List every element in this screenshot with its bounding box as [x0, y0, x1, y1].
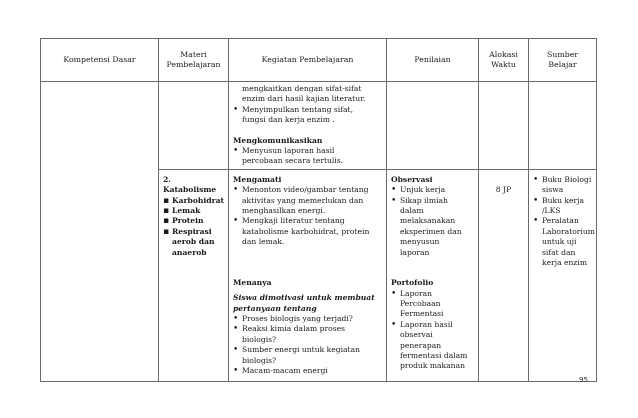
mengkomunikasikan-list — [233, 146, 382, 167]
list-item: • Menyusun laporan hasil percobaan secara tertulis. — [233, 146, 382, 167]
menanya-heading: Menanya — [233, 277, 272, 287]
alokasi-cell — [479, 169, 529, 381]
kegiatan-bullet-list — [233, 105, 382, 126]
list-item: • Buku kerja /LKS — [533, 196, 592, 217]
kegiatan-cell — [229, 82, 387, 170]
header-alokasi-waktu: Alokasi Waktu — [479, 39, 529, 82]
menanya-list — [233, 314, 382, 376]
list-item: • Sikap ilmiah dalam melaksanakan eksperimen dan menyusun laporan — [391, 196, 474, 258]
mengkomunikasikan-heading: Mengkomunikasikan — [233, 135, 323, 145]
list-item: • Mengkaji literatur tentang katabolisme karbohidrat, protein dan lemak. — [233, 216, 382, 247]
list-item: • Buku Biologi siswa — [533, 175, 592, 196]
sumber-cell — [529, 169, 597, 381]
mengamati-heading: Mengamati — [233, 174, 282, 184]
alokasi-cell — [479, 82, 529, 170]
header-penilaian: Penilaian — [387, 39, 479, 82]
materi-cell — [159, 169, 229, 381]
list-item: • Macam-macam energi — [233, 366, 382, 376]
list-item: • Menyimpulkan tentang sifat, fungsi dan kerja enzim . — [233, 105, 382, 126]
lesson-plan-table — [40, 38, 597, 382]
materi-list — [163, 196, 224, 258]
list-item: • Unjuk kerja — [391, 185, 474, 195]
list-item: ▪ Protein — [163, 216, 224, 226]
observasi-list — [391, 185, 474, 258]
portofolio-list — [391, 289, 474, 372]
header-sumber-belajar: Sumber Belajar — [529, 39, 597, 82]
list-item: ▪ Respirasi aerob dan anaerob — [163, 227, 224, 258]
list-item: • Reaksi kimia dalam proses biologis? — [233, 324, 382, 345]
kompetensi-cell — [41, 82, 159, 382]
list-item: • Menonton video/gambar tentang aktivitas yang memerlukan dan menghasilkan energi. — [233, 185, 382, 216]
list-item: ▪ Lemak — [163, 206, 224, 216]
list-item: • Peralatan Laboratorium untuk uji sifat dan kerja enzim — [533, 216, 592, 268]
header-materi-pembelajaran: Materi Pembelajaran — [159, 39, 229, 82]
list-item: ▪ Karbohidrat — [163, 196, 224, 206]
menanya-intro: Siswa dimotivasi untuk membuat pertanyaan tentang — [233, 293, 375, 313]
mengamati-list — [233, 185, 382, 247]
page-number: 95 — [579, 376, 588, 384]
materi-cell — [159, 82, 229, 170]
header-row — [41, 39, 597, 82]
header-kompetensi-dasar: Kompetensi Dasar — [41, 39, 159, 82]
penilaian-cell — [387, 169, 479, 381]
materi-title: 2. Katabolisme — [163, 174, 217, 195]
list-item: • Laporan hasil observai penerapan fermentasi dalam produk makanan — [391, 320, 474, 372]
list-item: • Sumber energi untuk kegiatan biologis? — [233, 345, 382, 366]
header-kegiatan-pembelajaran: Kegiatan Pembelajaran — [229, 39, 387, 82]
alokasi-value: 8 JP — [495, 184, 512, 194]
table-row — [41, 82, 597, 170]
portofolio-heading: Portofolio — [391, 278, 434, 288]
sumber-list — [533, 174, 595, 269]
kegiatan-continuation: mengkaitkan dengan sifat-sifat enzim dari hasil kajian literatur. — [242, 84, 366, 104]
kegiatan-cell — [229, 169, 387, 381]
list-item: • Proses biologis yang terjadi? — [233, 314, 382, 324]
sumber-cell — [529, 82, 597, 170]
penilaian-cell — [387, 82, 479, 170]
list-item: • Laporan Percobaan Fermentasi — [391, 289, 474, 320]
observasi-heading: Observasi — [391, 174, 433, 184]
